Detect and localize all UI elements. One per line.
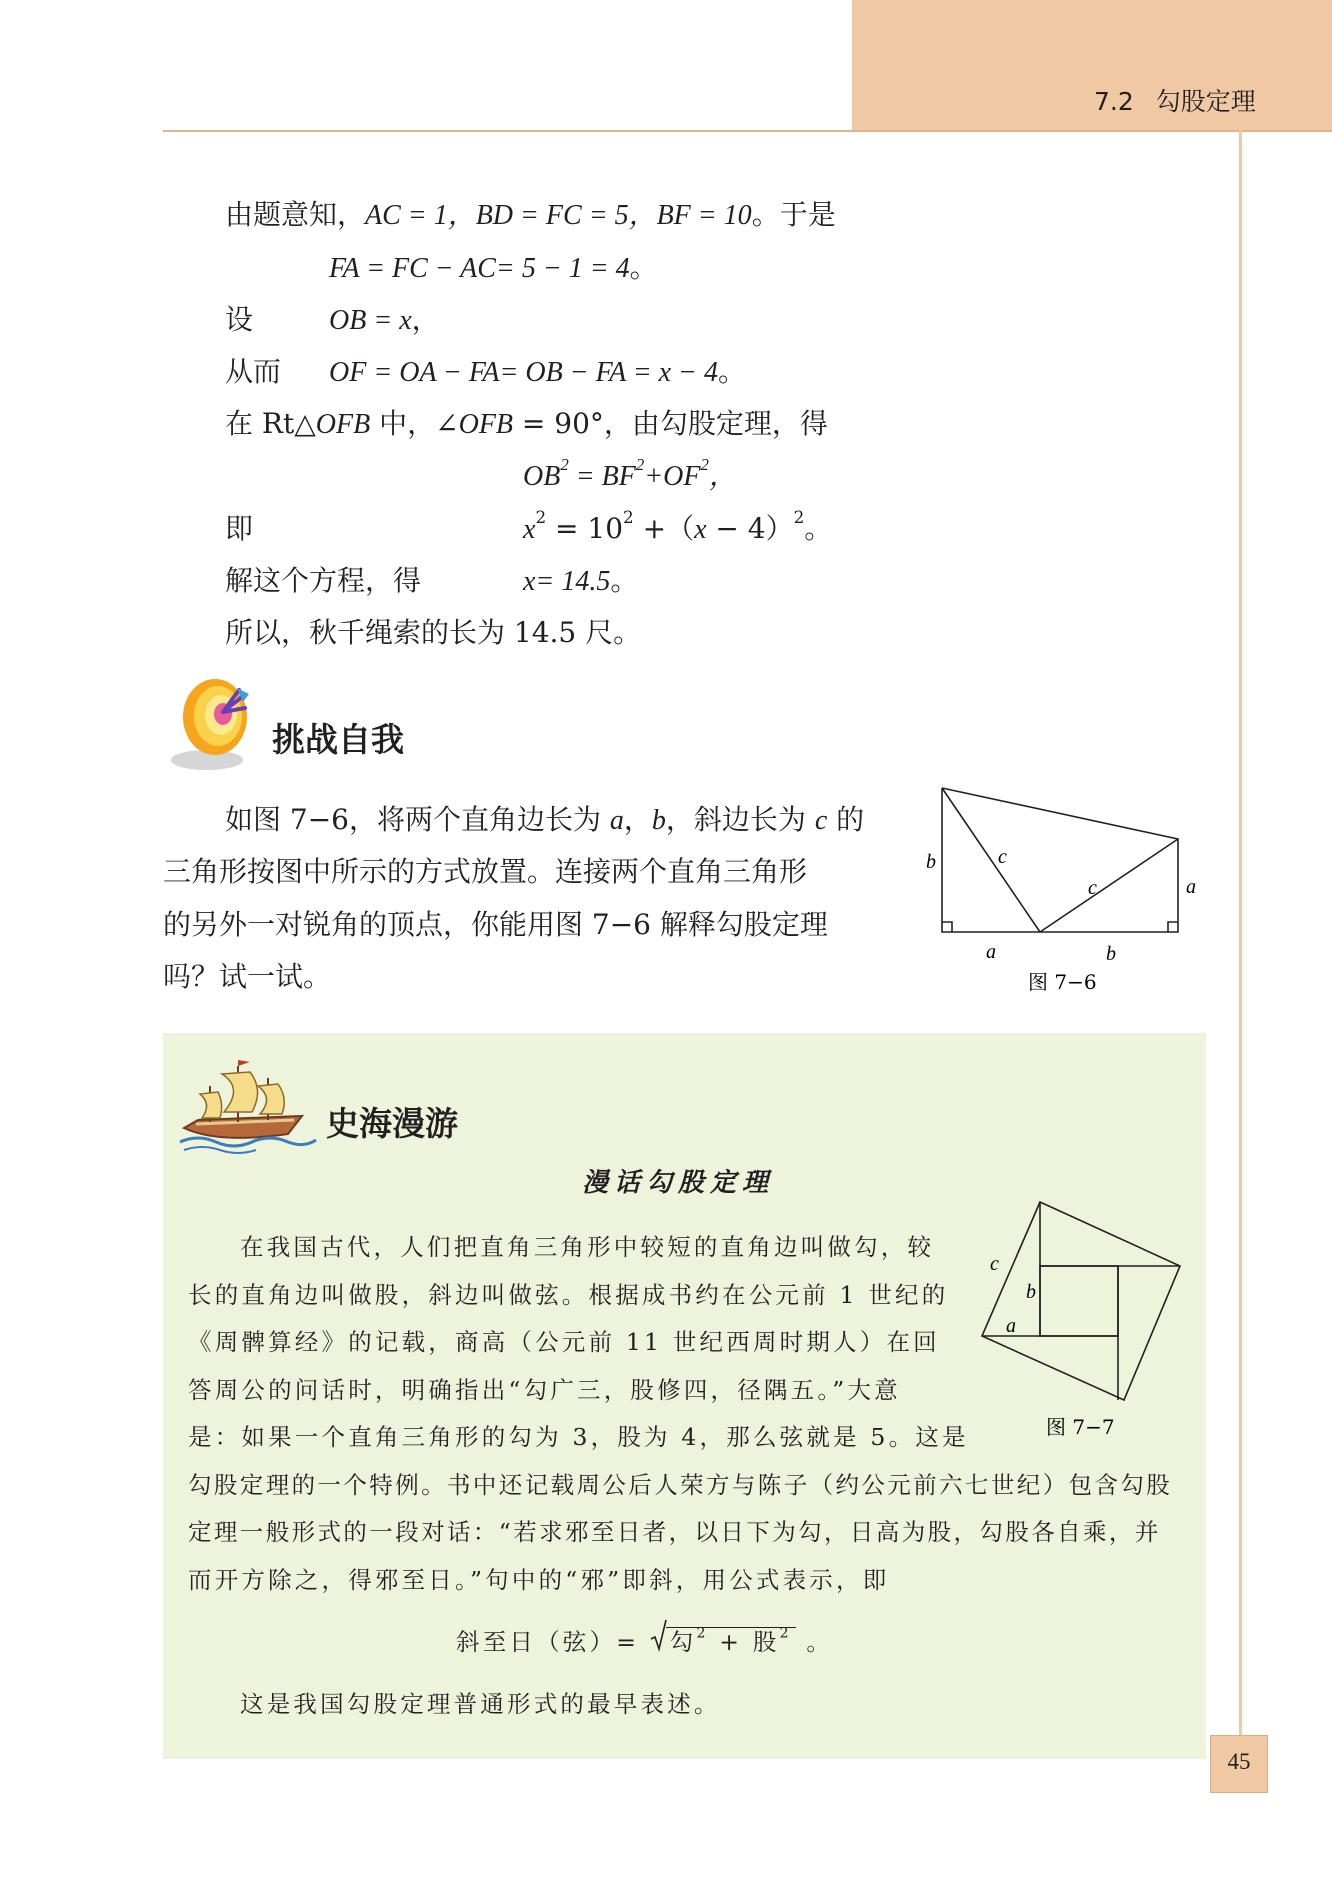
solution-line-7-label: 即 (225, 512, 254, 545)
fig77-label-a: a (1006, 1315, 1016, 1337)
solution-line-5: 在 Rt△OFB 中，∠OFB = 90°，由勾股定理，得 (225, 407, 828, 440)
solution-line-7: $x^2 = 10^2 +(x - 4)^2$。 (523, 506, 833, 545)
target-icon (163, 672, 263, 772)
challenge-line-1: 如图 7−6，将两个直角边长为 a，b，斜边长为 c 的 (225, 803, 865, 836)
history-line-4: 答周公的问话时，明确指出“勾广三，股修四，径隅五。”大意 (188, 1376, 901, 1404)
history-line-2: 长的直角边叫做股，斜边叫做弦。根据成书约在公元前 1 世纪的 (188, 1281, 949, 1309)
solution-line-6: $OB^2 = BF^2+OF^2$， (523, 454, 737, 492)
fig76-label-c-2: c (1088, 877, 1097, 899)
challenge-line-3: 的另外一对锐角的顶点，你能用图 7−6 解释勾股定理 (163, 908, 828, 941)
challenge-line-4: 吗？试一试。 (163, 960, 332, 993)
history-line-5: 是：如果一个直角三角形的勾为 3，股为 4，那么弦就是 5。这是 (188, 1423, 969, 1451)
article-title: 漫话勾股定理 (582, 1168, 775, 1198)
formula-sqrt: 勾$^2$ + 股$^2$ (650, 1623, 796, 1657)
solution-line-2: FA = FC − AC= 5 − 1 = 4。 (329, 251, 658, 284)
solution-line-3: OB = x， (329, 303, 440, 336)
fig77-label-b: b (1026, 1281, 1036, 1303)
section-title (1094, 82, 1256, 118)
section-number: 7.2 (1094, 87, 1134, 116)
history-line-3: 《周髀算经》的记载，商高（公元前 11 世纪西周时期人）在回 (188, 1328, 940, 1356)
solution-conclusion: 所以，秋千绳索的长为 14.5 尺。 (225, 616, 642, 649)
solution-line-1: 由题意知，AC = 1，BD = FC = 5，BF = 10。于是 (225, 198, 836, 231)
fig76-label-a-bottom: a (986, 941, 996, 963)
solution-line-8: x= 14.5。 (523, 564, 639, 597)
history-line-1: 在我国古代，人们把直角三角形中较短的直角边叫做勾，较 (240, 1233, 935, 1261)
solution-line-4: OF = OA − FA= OB − FA = x − 4。 (329, 355, 746, 388)
fig76-label-a-right: a (1186, 876, 1196, 898)
page-number: 45 (1227, 1749, 1251, 1774)
sqrt-sign-icon (650, 1619, 668, 1653)
history-closing: 这是我国勾股定理普通形式的最早表述。 (240, 1690, 721, 1718)
fig76-label-b-bottom: b (1106, 943, 1116, 965)
formula-end: 。 (806, 1628, 834, 1656)
fig77-label-c: c (990, 1253, 999, 1275)
ship-icon (178, 1058, 318, 1158)
challenge-line-2: 三角形按图中所示的方式放置。连接两个直角三角形 (163, 855, 808, 888)
solution-line-3-label: 设 (225, 303, 254, 336)
figure-7-6 (916, 778, 1216, 1008)
formula-left: 斜至日（弦）= (456, 1628, 640, 1656)
section-name: 勾股定理 (1155, 87, 1256, 116)
challenge-paragraph (225, 794, 885, 848)
fig76-label-b-left: b (926, 851, 936, 873)
formula (456, 1623, 833, 1657)
fig76-caption: 图 7−6 (1028, 970, 1097, 994)
fig77-caption: 图 7−7 (1046, 1415, 1115, 1439)
header-band (852, 0, 1332, 130)
history-line-6: 勾股定理的一个特例。书中还记载周公后人荣方与陈子（约公元前六七世纪）包含勾股 (188, 1471, 1173, 1499)
challenge-title: 挑战自我 (272, 720, 404, 759)
fig76-label-c-1: c (998, 846, 1007, 868)
margin-rule (1239, 130, 1242, 1740)
solution-line-4-label: 从而 (225, 355, 282, 388)
history-line-8: 而开方除之，得邪至日。”句中的“邪”即斜，用公式表示，即 (188, 1566, 890, 1594)
solution-line-8-label: 解这个方程，得 (225, 564, 422, 597)
history-line-7: 定理一般形式的一段对话：“若求邪至日者，以日下为勾，日高为股，勾股各自乘，并 (188, 1518, 1161, 1546)
figure-7-7 (978, 1198, 1190, 1450)
header-rule (163, 130, 1332, 132)
history-title: 史海漫游 (326, 1104, 458, 1143)
